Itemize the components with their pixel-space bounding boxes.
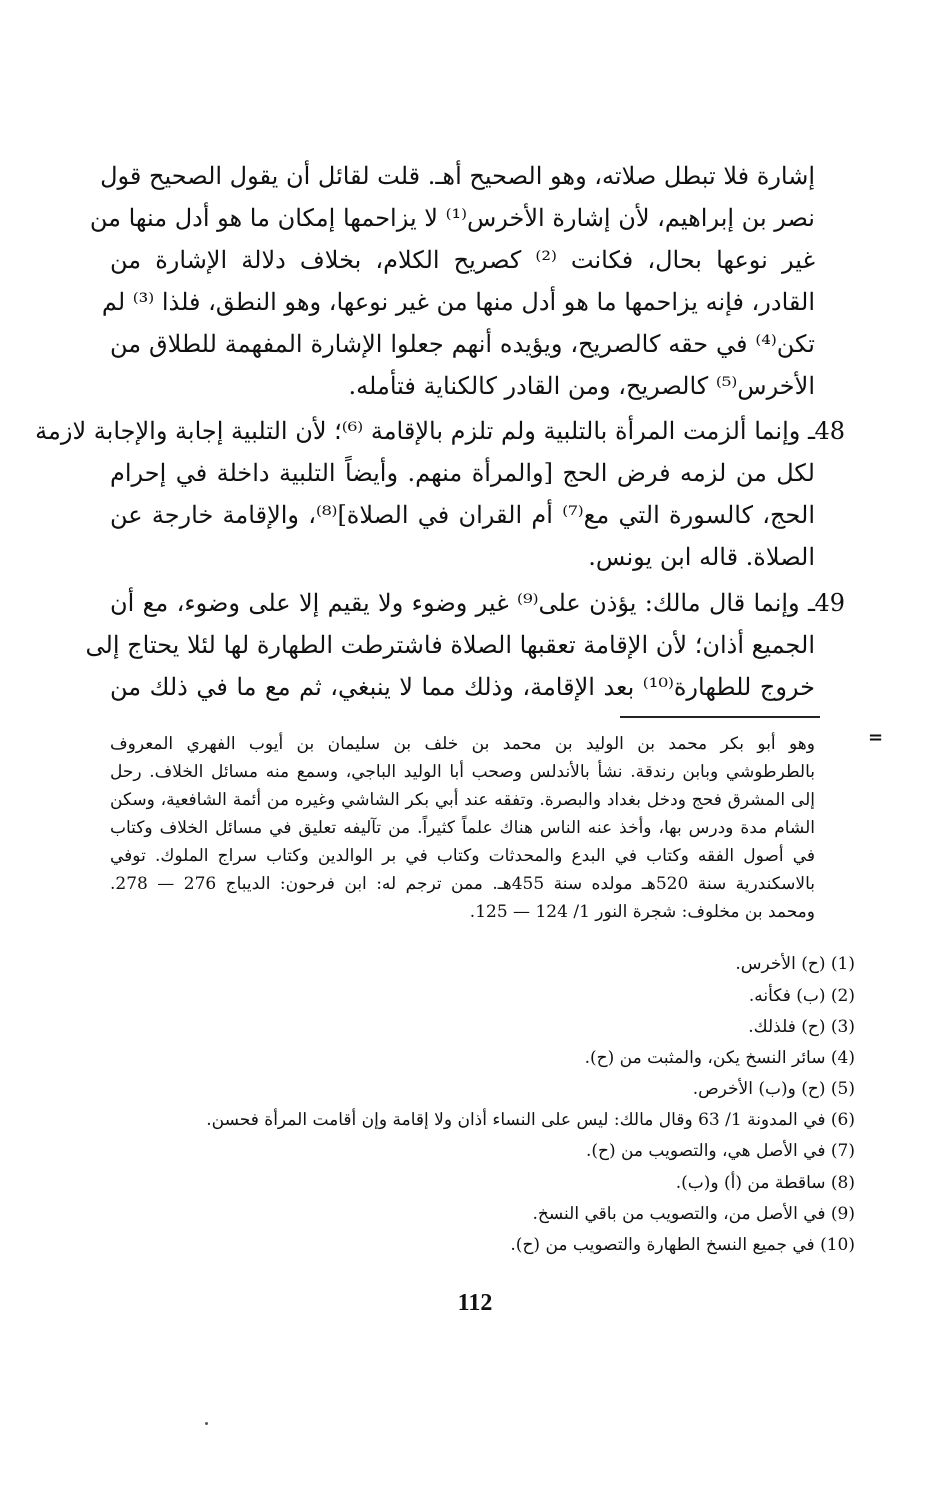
main-text-line: ـ وإنما قال مالك: يؤذن على⁽⁹⁾ غير وضوء ولا يقيم إلا على وضوء، مع أن [110,589,816,617]
footnote-line: بالاسكندرية سنة 520هـ مولده سنة 455هـ. ممن ترجم له: ابن فرحون: الديباج 276 — 278. [110,874,815,894]
main-text-line: الحج، كالسورة التي مع⁽⁷⁾ أم القران في الصلاة]⁽⁸⁾، والإقامة خارجة عن [110,501,816,529]
main-text-line: نصر بن إبراهيم، لأن إشارة الأخرس⁽¹⁾ لا يزاحمها إمكان ما هو أدل منها من [89,204,815,232]
footnote-item: (3) (ح) فلذلك. [748,1017,855,1037]
footnote-item: (7) في الأصل هي، والتصويب من (ح). [585,1141,855,1161]
footnote-item: (10) في جميع النسخ الطهارة والتصويب من (ح). [510,1235,855,1255]
main-text-line: الجميع أذان؛ لأن الإقامة تعقبها الصلاة فاشترطت الطهارة لها لئلا يحتاج إلى [85,631,815,659]
footnote-line: وهو أبو بكر محمد بن الوليد بن محمد بن خلف بن سليمان بن أيوب الفهري المعروف [110,734,815,754]
continuation-mark: = [868,727,884,748]
main-text-line: إشارة فلا تبطل صلاته، وهو الصحيح أهـ. قلت لقائل أن يقول الصحيح قول [100,162,815,190]
main-text-line: خروج للطهارة⁽¹⁰⁾ بعد الإقامة، وذلك مما لا ينبغي، ثم مع ما في ذلك من [110,673,815,701]
main-text-line: الصلاة. قاله ابن يونس. [588,543,815,571]
main-text-line: القادر، فإنه يزاحمها ما هو أدل منها من غير نوعها، وهو النطق، فلذا ⁽³⁾ لم [101,288,815,316]
footnote-line: في أصول الفقه وكتاب في البدع والمحدثات وكتاب في بر الوالدين وكتاب سراج الملوك. توفي [110,846,815,866]
footnote-item: (9) في الأصل من، والتصويب من باقي النسخ. [532,1204,855,1224]
footnote-line: الشام مدة ودرس بها، وأخذ عنه الناس هناك علماً كثيراً. من تآليفه تعليق في مسائل الخلاف وكتاب [110,818,815,838]
footnote-item: (8) ساقطة من (أ) و(ب). [675,1173,855,1193]
footnote-divider [620,716,820,718]
footnote-item: (1) (ح) الأخرس. [735,954,855,974]
footnote-item: (4) سائر النسخ يكن، والمثبت من (ح). [584,1048,855,1068]
scan-speck [205,1422,208,1425]
footnote-item: (2) (ب) فكأنه. [748,986,855,1006]
main-text-line: لكل من لزمه فرض الحج [والمرأة منهم. وأيضاً التلبية داخلة في إحرام [110,459,815,487]
main-text-line: ـ وإنما ألزمت المرأة بالتلبية ولم تلزم بالإقامة ⁽⁶⁾؛ لأن التلبية إجابة والإجابة لازمة [35,417,815,445]
main-text-line: غير نوعها بحال، فكانت ⁽²⁾ كصريح الكلام، بخلاف دلالة الإشارة من [110,246,815,274]
paragraph-number: 49 [814,589,845,617]
footnote-line: إلى المشرق فحج ودخل بغداد والبصرة. وتفقه عند أبي بكر الشاشي وغيره من أئمة الشافعية، وسكن [110,790,815,810]
footnote-item: (5) (ح) و(ب) الأخرص. [692,1079,855,1099]
footnote-line: ومحمد بن مخلوف: شجرة النور 1/ 124 — 125. [469,902,815,922]
main-text-line: الأخرس⁽⁵⁾ كالصريح، ومن القادر كالكناية فتأمله. [348,372,815,400]
page-number: 112 [457,1290,493,1316]
main-text-line: تكن⁽⁴⁾ في حقه كالصريح، ويؤيده أنهم جعلوا الإشارة المفهمة للطلاق من [110,330,815,358]
paragraph-number: 48 [814,417,845,445]
footnote-item: (6) في المدونة 1/ 63 وقال مالك: ليس على النساء أذان ولا إقامة وإن أقامت المرأة فحسن. [206,1110,855,1130]
footnote-line: بالطرطوشي وبابن رندقة. نشأ بالأندلس وصحب أبا الوليد الباجي، وسمع منه مسائل الخلاف. رحل [110,762,815,782]
